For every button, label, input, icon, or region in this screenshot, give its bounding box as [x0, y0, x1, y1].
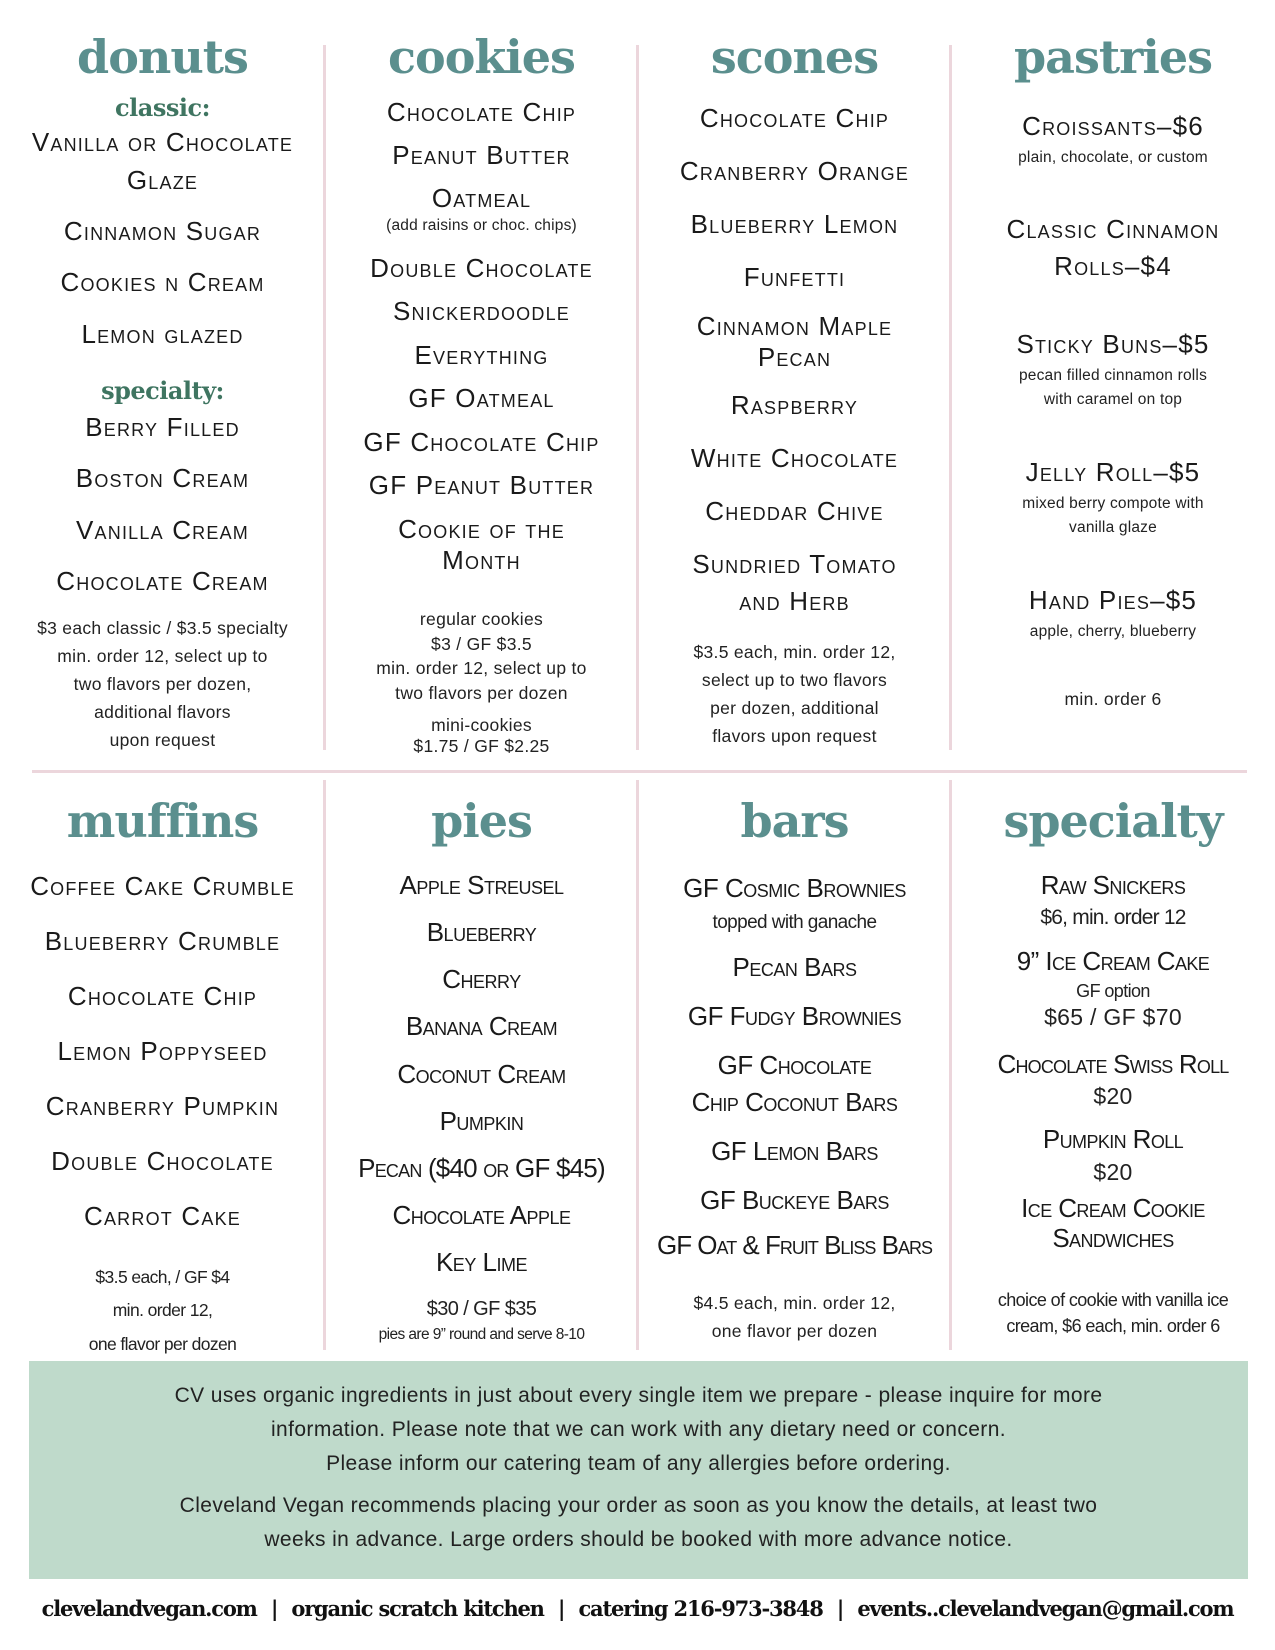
menu-item: Cherry — [442, 964, 521, 994]
footer-contact — [0, 1596, 1275, 1621]
item-description: apple, cherry, blueberry — [1029, 623, 1197, 640]
menu-item: Apple Streusel — [399, 870, 564, 900]
tagline: organic scratch kitchen — [291, 1596, 544, 1621]
section-title: donuts — [77, 30, 248, 84]
organic-info: CV uses organic ingredients in just about every single item we prepare - please inquire for more information. Please note that we can work with any dietary need or concern. Please inform our catering team of any allergies before ordering. — [174, 1384, 1103, 1475]
section-title: cookies — [388, 30, 575, 84]
menu-item: Double Chocolate — [51, 1146, 274, 1176]
website-link[interactable]: clevelandvegan.com — [41, 1596, 257, 1621]
item-description: GF option — [1076, 981, 1150, 1001]
menu-item: Cranberry Pumpkin — [45, 1091, 280, 1121]
item-price: $65 / GF $70 — [1044, 1004, 1182, 1030]
menu-item: Raspberry — [730, 390, 859, 420]
menu-item: Funfetti — [743, 262, 846, 292]
separator: | — [836, 1596, 844, 1621]
menu-item: GF Buckeye Bars — [700, 1185, 889, 1215]
menu-item: Cheddar Chive — [705, 496, 884, 526]
menu-item: Vanilla or Chocolate — [31, 127, 294, 157]
section-title: pies — [431, 794, 532, 848]
item-description: (add raisins or choc. chips) — [386, 217, 577, 234]
price-note: $4.5 each, min. order 12, one flavor per dozen — [693, 1293, 896, 1341]
menu-item: Snickerdoodle — [393, 296, 570, 326]
menu-item: Vanilla Cream — [76, 515, 249, 545]
menu-item: Carrot Cake — [84, 1201, 241, 1231]
menu-item: Oatmeal — [431, 183, 532, 213]
menu-item: Cookie of the — [398, 514, 565, 544]
menu-item: Chocolate Swiss Roll — [997, 1049, 1229, 1079]
menu-item: Month — [442, 545, 521, 575]
item-price: $20 — [1093, 1083, 1133, 1109]
menu-item: GF Lemon Bars — [711, 1136, 878, 1166]
section-scones — [638, 0, 951, 770]
price-note: $3.5 each, min. order 12, select up to two flavors per dozen, additional flavors upon request — [693, 642, 896, 746]
menu-item: Key Lime — [435, 1247, 528, 1277]
menu-item: Hand Pies–$5 — [1028, 585, 1198, 615]
menu-item: Blueberry — [426, 917, 537, 947]
price-note: choice of cookie with vanilla ice cream, $6 each, min. order 6 — [997, 1290, 1229, 1337]
section-donuts — [0, 0, 325, 770]
menu-item: Coffee Cake Crumble — [30, 871, 295, 901]
menu-item: Rolls–$4 — [1054, 251, 1172, 281]
menu-item: Double Chocolate — [370, 253, 593, 283]
item-price: $6, min. order 12 — [1040, 906, 1186, 929]
item-description: pecan filled cinnamon rolls with caramel on top — [1018, 367, 1208, 409]
menu-item: Pecan Bars — [732, 952, 857, 982]
menu-item: Pecan — [757, 342, 832, 372]
menu-item: 9” Ice Cream Cake — [1016, 946, 1210, 976]
section-specialty — [951, 775, 1275, 1350]
menu-item: Peanut Butter — [392, 140, 571, 170]
email-link[interactable]: events..clevelandvegan@gmail.com — [857, 1596, 1234, 1621]
item-description: mixed berry compote with vanilla glaze — [1022, 495, 1204, 537]
price-note: regular cookies $3 / GF $3.5 min. order 12, select up to two flavors per dozen — [376, 609, 587, 703]
section-title: pastries — [1014, 30, 1212, 84]
menu-item: Croissants–$6 — [1022, 111, 1204, 141]
section-bars — [638, 775, 951, 1350]
menu-item: Raw Snickers — [1040, 870, 1186, 900]
price-note: $30 / GF $35 — [426, 1298, 537, 1320]
menu-item: GF Fudgy Brownies — [687, 1001, 902, 1031]
menu-item: GF Oatmeal — [408, 383, 555, 413]
menu-item: Classic Cinnamon — [1006, 214, 1220, 244]
price-note: min. order 6 — [1064, 689, 1162, 709]
section-title: scones — [710, 30, 879, 84]
menu-item: Blueberry Lemon — [690, 209, 899, 239]
menu-item: Blueberry Crumble — [44, 926, 281, 956]
menu-item: Lemon glazed — [81, 319, 244, 349]
menu-item: Pecan ($40 or GF $45) — [358, 1153, 605, 1183]
section-title: muffins — [66, 794, 259, 848]
menu-item: Everything — [414, 340, 549, 370]
menu-item: Chocolate Chip — [699, 103, 890, 133]
subheading-specialty: specialty: — [101, 376, 224, 405]
menu-item: Sandwiches — [1052, 1223, 1174, 1253]
section-muffins — [0, 775, 325, 1354]
menu-item: Berry Filled — [85, 412, 240, 442]
menu-item: GF Chocolate Chip — [363, 427, 600, 457]
section-pies — [325, 775, 638, 1350]
menu-item: Pumpkin — [439, 1106, 524, 1136]
info-panel — [29, 1361, 1248, 1579]
menu-item: Ice Cream Cookie — [1021, 1193, 1205, 1223]
menu-item: Lemon Poppyseed — [57, 1036, 268, 1066]
section-title: bars — [740, 794, 849, 848]
menu-item: Chocolate Chip — [67, 981, 258, 1011]
menu-item: Chocolate Chip — [386, 97, 577, 127]
separator: | — [557, 1596, 565, 1621]
item-description: plain, chocolate, or custom — [1018, 149, 1208, 166]
menu-item: GF Cosmic Brownies — [683, 873, 906, 903]
subheading-classic: classic: — [115, 93, 210, 122]
menu-item: GF Chocolate — [717, 1050, 872, 1080]
separator: | — [270, 1596, 278, 1621]
menu-item: and Herb — [739, 586, 850, 616]
item-description: pies are 9” round and serve 8-10 — [378, 1326, 585, 1343]
menu-item: Cookies n Cream — [60, 267, 265, 297]
phone-number[interactable]: 216-973-3848 — [673, 1596, 823, 1621]
menu-item: White Chocolate — [690, 443, 899, 473]
section-pastries — [951, 0, 1275, 770]
menu-item: Chocolate Cream — [56, 566, 269, 596]
price-note: $3 each classic / $3.5 specialty min. order 12, select up to two flavors per dozen, additional flavors upon request — [37, 618, 288, 750]
mini-cookies-note: mini-cookies $1.75 / GF $2.25 — [413, 715, 550, 756]
menu-item: GF Oat & Fruit Bliss Bars — [656, 1230, 933, 1260]
catering-label: catering — [578, 1596, 668, 1621]
menu-item: Coconut Cream — [397, 1059, 566, 1089]
item-price: $20 — [1093, 1159, 1133, 1185]
menu-item: Banana Cream — [405, 1011, 558, 1041]
menu-item: Glaze — [126, 165, 199, 195]
menu-item: Pumpkin Roll — [1042, 1124, 1184, 1154]
menu-item: Sticky Buns–$5 — [1016, 329, 1210, 359]
menu-item: Sundried Tomato — [692, 549, 897, 579]
section-cookies — [325, 0, 638, 770]
menu-item: Boston Cream — [75, 463, 250, 493]
menu-item: Chocolate Apple — [392, 1200, 571, 1230]
menu-item: GF Peanut Butter — [368, 470, 595, 500]
menu-item: Cinnamon Sugar — [63, 216, 262, 246]
row-divider — [32, 770, 1247, 773]
item-description: topped with ganache — [712, 912, 877, 933]
order-advice: Cleveland Vegan recommends placing your order as soon as you know the details, at least two weeks in advance. Large orders should be booked with more advance notice. — [179, 1494, 1098, 1551]
menu-item: Jelly Roll–$5 — [1025, 457, 1201, 487]
menu-item: Chip Coconut Bars — [691, 1087, 898, 1117]
section-title: specialty — [1003, 794, 1223, 848]
menu-item: Cinnamon Maple — [696, 311, 893, 341]
price-note: $3.5 each, / GF $4 min. order 12, one flavor per dozen — [88, 1267, 237, 1354]
menu-item: Cranberry Orange — [679, 156, 910, 186]
